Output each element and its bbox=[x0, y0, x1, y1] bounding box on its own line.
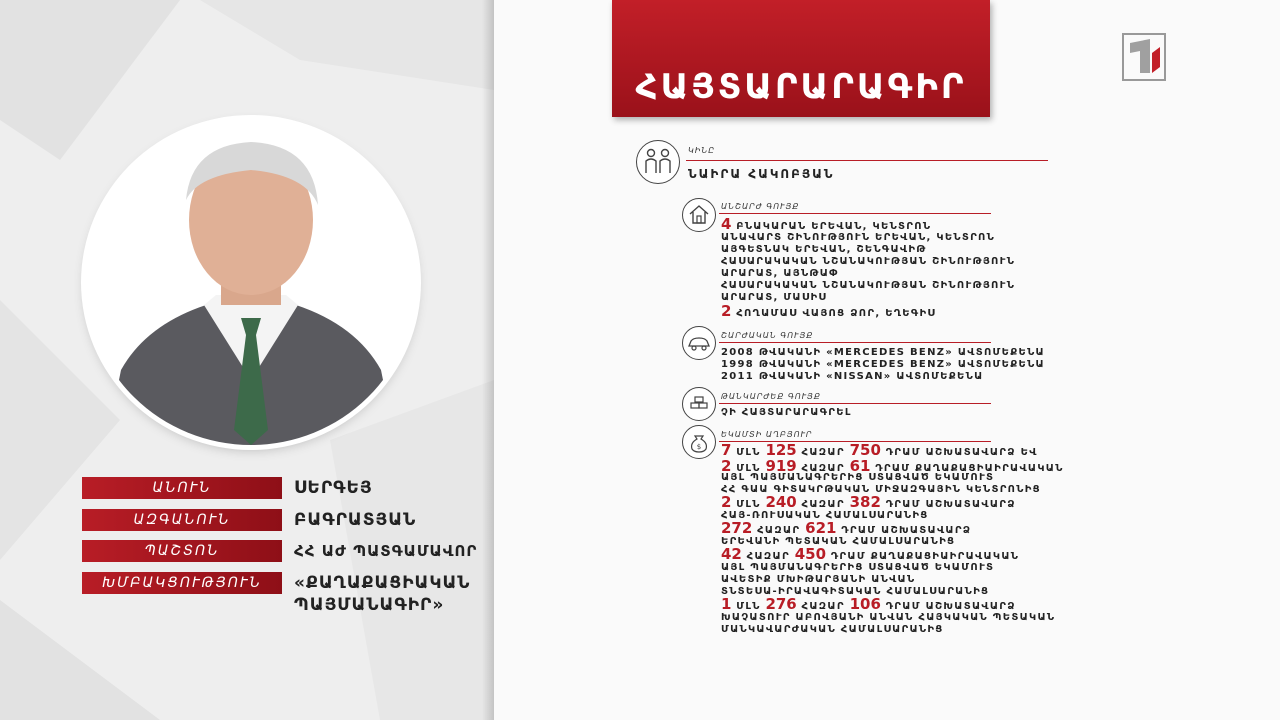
income-text: ԱՎԵՏԻՔ ՄԽԻԹԱՐՅԱՆԻ ԱՆՎԱՆ bbox=[721, 574, 916, 585]
real-estate-line-1: 4 ԲՆԱԿԱՐԱՆ ԵՐԵՎԱՆ, ԿԵՆՏՐՈՆ bbox=[721, 215, 932, 233]
spouse-name: ՆԱԻՐԱ ՀԱԿՈԲՅԱՆ bbox=[688, 167, 835, 181]
income-text: ՀԱՅ-ՌՈՒՍԱԿԱՆ ՀԱՄԱԼՍԱՐԱՆԻՑ bbox=[721, 510, 929, 521]
page-title: ՀԱՅՏԱՐԱՐԱԳԻՐ bbox=[635, 67, 967, 107]
income-text: ՏՆՏԵՍԱ-ԻՐԱՎԱԳԻՏԱԿԱՆ ՀԱՄԱԼՍԱՐԱՆԻՑ bbox=[721, 586, 990, 597]
valuables-divider bbox=[719, 403, 991, 404]
income-amount: 276 bbox=[765, 595, 797, 613]
spouse-divider bbox=[686, 160, 1048, 161]
real-estate-line-2: ԱՆԱՎԱՐՏ ՇԻՆՈՒԹՅՈՒՆ ԵՐԵՎԱՆ, ԿԵՆՏՐՈՆ bbox=[721, 232, 996, 243]
income-amount: 7 bbox=[721, 441, 732, 459]
income-line bbox=[721, 545, 1020, 563]
income-text: ՄԼՆ bbox=[731, 601, 766, 612]
income-amount: 2 bbox=[721, 457, 732, 475]
income-amount: 240 bbox=[765, 493, 797, 511]
income-text: ՄԱՆԿԱՎԱՐԺԱԿԱՆ ՀԱՄԱԼՍԱՐԱՆԻՑ bbox=[721, 624, 944, 635]
real-estate-line-4: ՀԱՍԱՐԱԿԱԿԱՆ ՆՇԱՆԱԿՈՒԹՅԱՆ ՇԻՆՈՒԹՅՈՒՆ bbox=[721, 256, 1016, 267]
movable-line-3: 2011 ԹՎԱԿԱՆԻ «NISSAN» ԱՎՏՈՄԵՔԵՆԱ bbox=[721, 371, 984, 382]
valuables-heading: ԹԱՆԿԱՐԺԵՔ ԳՈՒՅՔ bbox=[721, 392, 821, 401]
income-line bbox=[721, 493, 1016, 511]
income-text: ՄԼՆ bbox=[731, 447, 766, 458]
income-amount: 61 bbox=[849, 457, 871, 475]
income-line bbox=[721, 472, 994, 484]
svg-text:$: $ bbox=[696, 443, 702, 451]
income-text: ԴՐԱՄ ԱՇԽԱՏԱՎԱՐՁ bbox=[836, 525, 972, 536]
real-estate-line-8: 2 ՀՈՂԱՄԱՍ ՎԱՅՈՑ ՁՈՐ, ԵՂԵԳԻՍ bbox=[721, 302, 937, 320]
income-line bbox=[721, 624, 944, 636]
income-amount: 382 bbox=[849, 493, 881, 511]
income-amount: 272 bbox=[721, 519, 753, 537]
real-estate-line-7: ԱՐԱՐԱՏ, ՄԱՍԻՍ bbox=[721, 292, 828, 303]
portrait-photo bbox=[86, 120, 416, 445]
income-amount: 106 bbox=[849, 595, 881, 613]
movable-line-2: 1998 ԹՎԱԿԱՆԻ «MERCEDES BENZ» ԱՎՏՈՄԵՔԵՆԱ bbox=[721, 359, 1045, 370]
channel-one-logo bbox=[1122, 33, 1166, 81]
income-text: ԱՅԼ ՊԱՅՄԱՆԱԳՐԵՐԻՑ ՍՏԱՑՎԱԾ ԵԿԱՄՈՒՏ bbox=[721, 472, 995, 483]
income-line bbox=[721, 562, 994, 574]
income-text: ՀԱԶԱՐ bbox=[796, 447, 850, 458]
income-amount: 2 bbox=[721, 493, 732, 511]
income-line bbox=[721, 612, 1055, 624]
income-line bbox=[721, 574, 915, 586]
position-label: ՊԱՇՏՈՆ bbox=[82, 540, 282, 562]
real-estate-divider bbox=[719, 213, 991, 214]
page-fold-shadow bbox=[482, 0, 494, 720]
spouse-heading: ԿԻՆԸ bbox=[688, 146, 716, 155]
income-line bbox=[721, 595, 1016, 613]
gold-bars-icon bbox=[682, 387, 716, 421]
house-icon bbox=[682, 198, 716, 232]
income-text: ԽԱՉԱՏՈՒՐ ԱԲՈՎՅԱՆԻ ԱՆՎԱՆ ՀԱՅԿԱԿԱՆ ՊԵՏԱԿԱՆ bbox=[721, 612, 1056, 623]
income-text: ՀՀ ԳԱԱ ԳԻՏԱԿՐԹԱԿԱՆ ՄԻՋԱԶԳԱՅԻՆ ԿԵՆՏՐՈՆԻՑ bbox=[721, 484, 1041, 495]
income-text: ԵՐԵՎԱՆԻ ՊԵՏԱԿԱՆ ՀԱՄԱԼՍԱՐԱՆԻՑ bbox=[721, 536, 956, 547]
surname-value: ԲԱԳՐԱՏՅԱՆ bbox=[294, 510, 417, 530]
income-text: ՄԼՆ bbox=[731, 463, 766, 474]
faction-value-line2: ՊԱՅՄԱՆԱԳԻՐ» bbox=[294, 595, 445, 615]
faction-value: «ՔԱՂԱՔԱՑԻԱԿԱՆ bbox=[294, 573, 471, 593]
income-text: ՀԱԶԱՐ bbox=[796, 601, 850, 612]
money-bag-icon bbox=[682, 425, 716, 459]
income-amount: 450 bbox=[794, 545, 827, 563]
left-panel bbox=[0, 0, 494, 720]
position-value: ՀՀ ԱԺ ՊԱՏԳԱՄԱՎՈՐ bbox=[294, 542, 478, 560]
income-amount: 42 bbox=[721, 545, 742, 563]
income-text: ԴՐԱՄ ԱՇԽԱՏԱՎԱՐՁ bbox=[880, 601, 1016, 612]
family-icon bbox=[636, 140, 680, 184]
movable-heading: ՇԱՐԺԱԿԱՆ ԳՈՒՅՔ bbox=[721, 331, 814, 340]
real-estate-count: 4 bbox=[721, 215, 732, 233]
income-text: ՀԱԶԱՐ bbox=[796, 499, 850, 510]
income-text: ԴՐԱՄ ԱՇԽԱՏԱՎԱՐՁ ԵՎ bbox=[880, 447, 1038, 458]
faction-label: ԽՄԲԱԿՑՈՒԹՅՈՒՆ bbox=[82, 572, 282, 594]
income-text: ԴՐԱՄ ԱՇԽԱՏԱՎԱՐՁ bbox=[880, 499, 1016, 510]
movable-line-1: 2008 ԹՎԱԿԱՆԻ «MERCEDES BENZ» ԱՎՏՈՄԵՔԵՆԱ bbox=[721, 347, 1045, 358]
movable-divider bbox=[719, 342, 991, 343]
income-amount: 919 bbox=[765, 457, 797, 475]
income-line bbox=[721, 519, 972, 537]
valuables-text: ՉԻ ՀԱՅՏԱՐԱՐԱԳՐԵԼ bbox=[721, 407, 852, 418]
real-estate-heading: ԱՆՇԱՐԺ ԳՈՒՅՔ bbox=[721, 202, 800, 211]
income-text: ՄԼՆ bbox=[731, 499, 766, 510]
car-icon bbox=[682, 326, 716, 360]
real-estate-line-5: ԱՐԱՐԱՏ, ԱՅՆԹԱՓ bbox=[721, 268, 839, 279]
income-amount: 125 bbox=[765, 441, 797, 459]
income-line bbox=[721, 536, 955, 548]
income-text: ԴՐԱՄ ՔԱՂԱՔԱՑԻԱԻՐԱՎԱԿԱՆ bbox=[870, 463, 1064, 474]
real-estate-line-6: ՀԱՍԱՐԱԿԱԿԱՆ ՆՇԱՆԱԿՈՒԹՅԱՆ ՇԻՆՈՒԹՅՈՒՆ bbox=[721, 280, 1016, 291]
land-count: 2 bbox=[721, 302, 732, 320]
income-text: ՀԱԶԱՐ bbox=[796, 463, 850, 474]
income-amount: 621 bbox=[805, 519, 837, 537]
income-text: ՀԱԶԱՐ bbox=[741, 551, 795, 562]
person-silhouette bbox=[86, 120, 416, 445]
income-amount: 750 bbox=[849, 441, 881, 459]
name-label: ԱՆՈՒՆ bbox=[82, 477, 282, 499]
real-estate-line-3: ԱՅԳԵՏՆԱԿ ԵՐԵՎԱՆ, ՇԵՆԳԱՎԻԹ bbox=[721, 244, 927, 255]
income-text: ԴՐԱՄ ՔԱՂԱՔԱՑԻԱԻՐԱՎԱԿԱՆ bbox=[826, 551, 1020, 562]
income-text: ՀԱԶԱՐ bbox=[752, 525, 806, 536]
income-amount: 1 bbox=[721, 595, 732, 613]
income-text: ԱՅԼ ՊԱՅՄԱՆԱԳՐԵՐԻՑ ՍՏԱՑՎԱԾ ԵԿԱՄՈՒՏ bbox=[721, 562, 995, 573]
income-heading: ԵԿԱՄՏԻ ԱՂԲՅՈՒՐ bbox=[721, 430, 813, 439]
name-value: ՍԵՐԳԵՅ bbox=[294, 478, 373, 498]
title-banner bbox=[612, 0, 990, 117]
surname-label: ԱԶԳԱՆՈՒՆ bbox=[82, 509, 282, 531]
